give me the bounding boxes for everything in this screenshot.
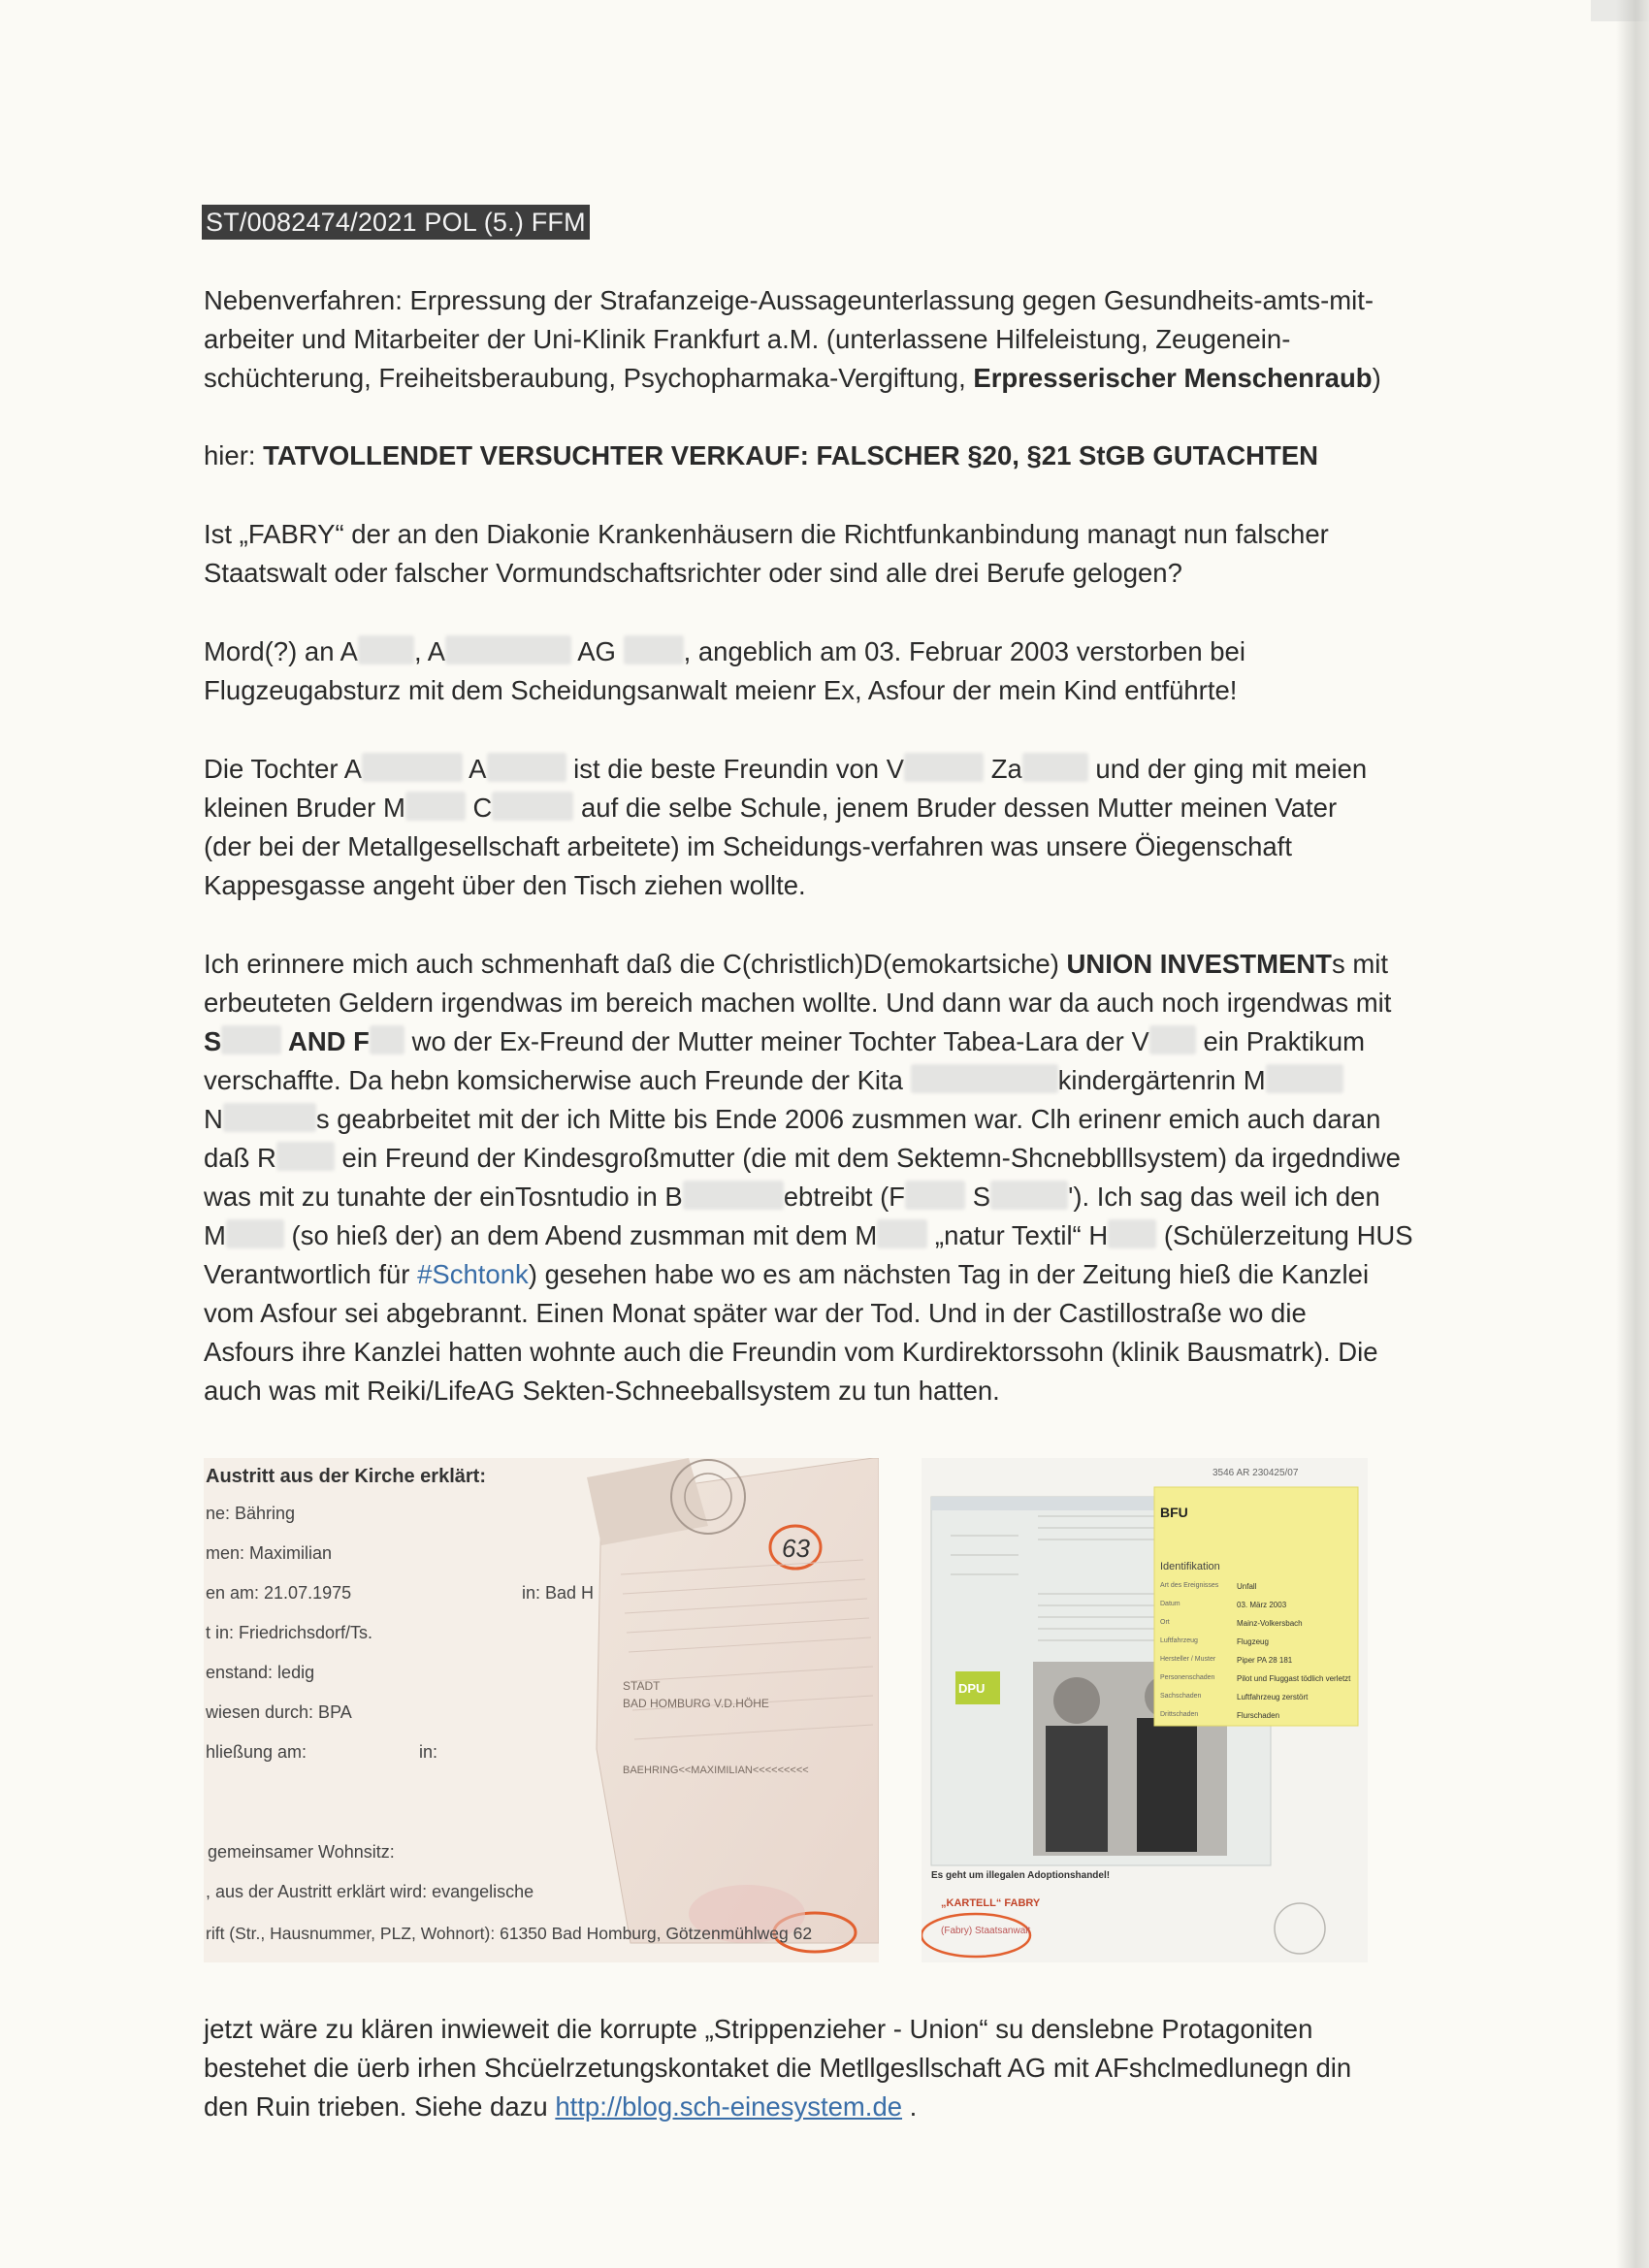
bfu-row-value: 03. März 2003 — [1237, 1601, 1287, 1609]
redaction — [223, 1103, 316, 1132]
form-marriage-place: in: — [419, 1742, 438, 1762]
form-firstname: men: Maximilian — [206, 1543, 333, 1563]
bfu-row-value: Pilot und Fluggast tödlich verletzt — [1237, 1674, 1351, 1683]
passport-city-label: STADT — [623, 1679, 661, 1693]
paragraph-mord: Mord(?) an A , A AG , angeblich am 03. Februar 2003 verstorben bei Flugzeugabsturz mit dem Scheidungsanwalt meienr Ex, Asfour der mein Kind entführte! — [204, 636, 1245, 705]
paragraph-nebenverfahren: Nebenverfahren: Erpressung der Strafanzeige-Aussageunterlassung gegen Gesundheits-amts-mit- arbeiter und Mitarbeiter der Uni-Klinik Frankfurt a.M. (unterlassene Hilfeleistung, Zeugenein- schüchterung, Freiheitsberaubung, Psychopharmaka-Vergiftung, Erpresserischer Menschenraub) — [204, 285, 1381, 393]
bfu-row-label: Art des Ereignisses — [1160, 1582, 1219, 1589]
dpu-logo: DPU — [958, 1681, 986, 1696]
paragraph-erinnerung: Ich erinnere mich auch schmenhaft daß die C(christlich)D(emokartsiche) UNION INVESTMENTs mit erbeuteten Geldern irgendwas im bereich machen wollte. Und dann war da auch noch irgendwas mit S AND F wo der Ex-Freund der Mutter meiner Tochter Tabea-Lara der V ein Praktikum verschaffte. Da hebn komsicherwise auch Freunde der Kita kindergärtenrin M N s geabrbeitet mit der ich Mitte bis Ende 2006 zusmmen war. Clh erinenr emich auch daran daß R ein Freund der Kindesgroßmutter (die mit dem Sektemn-Shcnebblllsystem) da irgedndiwe was mit zu tunahte der einTosntudio in B ebtreibt (F S '). Ich sag das weil ich den M (so hieß der) an dem Abend zusmman mit dem M „natur Textil“ H (Schülerzeitung HUS Verantwortlich für #Schtonk) gesehen habe wo es am nächsten Tag in der Zeitung hieß die Kanzlei vom Asfour sei abgebrannt. Einen Monat später war der Tod. Und in der Castillostraße wo die Asfours ihre Kanzlei hatten wohnte auch die Freundin vom Kurdirektorssohn (klinik Bausmatrk). Die auch was mit Reiki/LifeAG Sekten-Schneeballsystem zu tun hatten. — [204, 949, 1413, 1406]
redaction — [405, 792, 466, 821]
form-marriage-date: hließung am: — [206, 1742, 307, 1762]
redaction — [370, 1025, 404, 1054]
paragraph-fabry: Ist „FABRY“ der an den Diakonie Krankenhäusern die Richtfunkanbindung managt nun falscher Staatswalt oder falscher Vormundschaftsrichter oder sind alle drei Berufe gelogen? — [204, 519, 1329, 588]
paragraph-strippenzieher: jetzt wäre zu klären inwieweit die korrupte „Strippenzieher - Union“ su denslebne Protagoniten bestehet die üerb irhen Shcüelrzetungskontaket die Metllgesllschaft AG mit AFshclmedlunegn din den Ruin trieben. Siehe dazu http://blog.sch-einesystem.de . — [204, 2014, 1352, 2122]
bfu-row-label: Sachschaden — [1160, 1693, 1202, 1700]
bfu-row-value: Flugzeug — [1237, 1637, 1269, 1646]
redaction — [905, 1181, 965, 1210]
paragraph-tochter: Die Tochter A A ist die beste Freundin von V Za und der ging mit meien kleinen Bruder M C auf die selbe Schule, jenem Bruder dessen Mutter meinen Vater (der bei der Metallgesellschaft arbeitete) im Scheidungs-verfahren was unsere Öiegenschaft Kappesgasse angeht über den Tisch ziehen wollte. — [204, 754, 1368, 900]
bfu-row-value: Piper PA 28 181 — [1237, 1656, 1293, 1665]
form-birthplace: in: Bad H — [522, 1583, 595, 1603]
redaction — [226, 1219, 284, 1248]
bfu-row-value: Flurschaden — [1237, 1711, 1280, 1720]
bfu-row-label: Drittschaden — [1160, 1711, 1199, 1718]
paragraph-hier: hier: TATVOLLENDET VERSUCHTER VERKAUF: FALSCHER §20, §21 StGB GUTACHTEN — [204, 440, 1319, 470]
form-shared-residence: gemeinsamer Wohnsitz: — [208, 1842, 395, 1862]
bfu-row-label: Datum — [1160, 1601, 1180, 1607]
bfu-row-label: Hersteller / Muster — [1160, 1656, 1216, 1663]
passport-mrz: BAEHRING<<MAXIMILIAN<<<<<<<<< — [623, 1765, 809, 1776]
scan-edge-shadow — [1616, 0, 1649, 2268]
bfu-row-label: Personenschaden — [1160, 1674, 1215, 1681]
fabry-oval-label: (Fabry) Staatsanwalt — [941, 1926, 1031, 1936]
bfu-row-value: Luftfahrzeug zerstört — [1237, 1693, 1309, 1701]
redaction — [221, 1025, 281, 1054]
clipping-caption: Es geht um illegalen Adoptionshandel! — [931, 1870, 1111, 1881]
redaction — [683, 1181, 784, 1210]
redaction — [911, 1064, 1058, 1093]
redaction — [1266, 1064, 1343, 1093]
document-reference: ST/0082474/2021 POL (5.) FFM — [202, 205, 590, 240]
redaction — [1149, 1025, 1196, 1054]
form-house-number: 63 — [782, 1534, 810, 1563]
clipping-illustration — [922, 1458, 1368, 1962]
redaction — [487, 753, 566, 782]
form-address: rift (Str., Hausnummer, PLZ, Wohnort): 61350 Bad Homburg, Götzenmühlweg 62 — [206, 1924, 813, 1943]
bfu-logo: BFU — [1160, 1505, 1188, 1520]
form-id-proof: wiesen durch: BPA — [206, 1702, 352, 1722]
bfu-row-label: Luftfahrzeug — [1160, 1637, 1198, 1644]
clipping-file-number: 3546 AR 230425/07 — [1212, 1468, 1299, 1478]
redaction — [362, 753, 463, 782]
form-name: ne: Bähring — [206, 1504, 296, 1523]
redaction — [445, 635, 571, 664]
redaction — [1108, 1219, 1156, 1248]
bfu-row-value: Unfall — [1237, 1582, 1257, 1591]
church-exit-form-image — [204, 1458, 879, 1962]
redaction — [904, 753, 984, 782]
newspaper-clipping-image — [922, 1458, 1368, 1962]
redaction — [1022, 753, 1088, 782]
kartell-label: „KARTELL“ FABRY — [941, 1897, 1041, 1909]
blog-link[interactable]: http://blog.sch-einesystem.de — [555, 2091, 903, 2122]
bfu-identification-heading: Identifikation — [1160, 1561, 1220, 1572]
form-birthdate: en am: 21.07.1975 — [206, 1583, 352, 1603]
redaction — [276, 1142, 335, 1171]
form-residence: t in: Friedrichsdorf/Ts. — [206, 1623, 373, 1642]
form-title: Austritt aus der Kirche erklärt: — [206, 1466, 486, 1487]
redaction — [492, 792, 573, 821]
form-confession: , aus der Austritt erklärt wird: evangelische — [206, 1882, 534, 1901]
redaction — [358, 635, 414, 664]
bfu-row-label: Ort — [1160, 1619, 1170, 1626]
redaction — [877, 1219, 927, 1248]
passport-city: BAD HOMBURG V.D.HÖHE — [623, 1697, 769, 1710]
form-marital-status: enstand: ledig — [206, 1663, 315, 1682]
hashtag-link[interactable]: #Schtonk — [417, 1259, 529, 1289]
redaction — [624, 635, 684, 664]
bfu-row-value: Mainz-Volkersbach — [1237, 1619, 1303, 1628]
redaction — [990, 1181, 1068, 1210]
